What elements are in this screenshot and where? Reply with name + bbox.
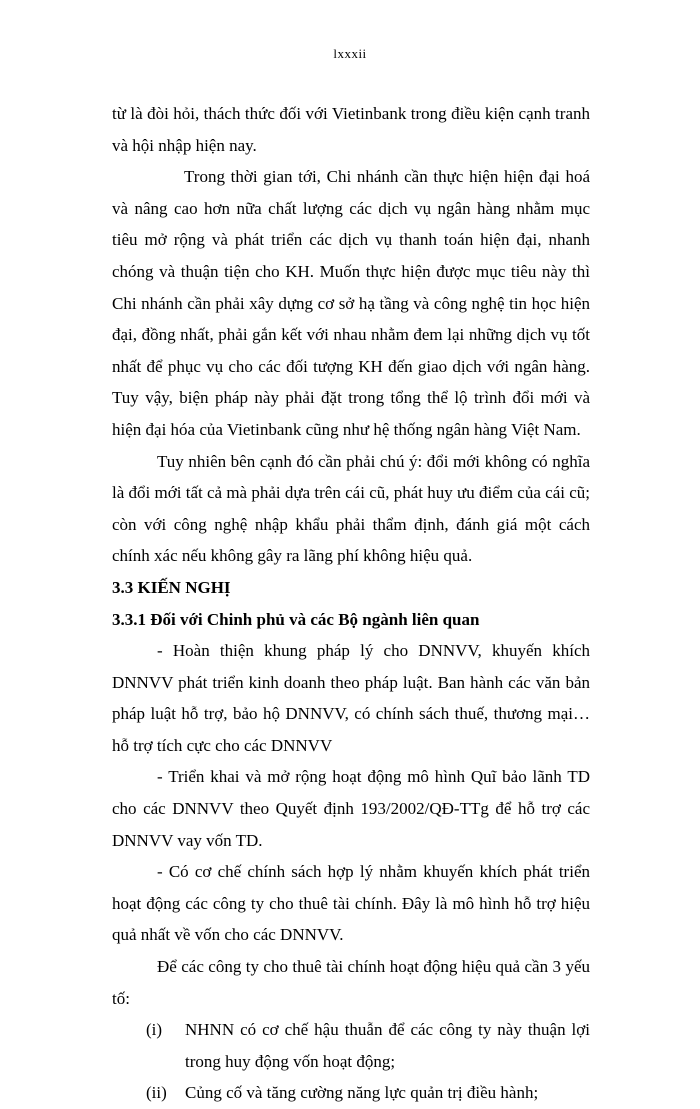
paragraph-innovation-note: Tuy nhiên bên cạnh đó cần phải chú ý: đổi mới không có nghĩa là đổi mới tất cả mà phải dựa trên cái cũ, phát huy ưu điểm của cái cũ; còn với công nghệ nhập khẩu phải thẩm định, đánh giá một cách chính xác nếu không gây ra lãng phí không hiệu quả.: [112, 451, 590, 566]
list-item-text: Củng cố và tăng cường năng lực quản trị điều hành;: [185, 1083, 539, 1103]
paragraph-three-factors: Để các công ty cho thuê tài chính hoạt động hiệu quả cần 3 yếu tố:: [112, 957, 590, 1008]
section-heading-3-3-1: 3.3.1 Đối với Chinh phủ và các Bộ ngành liên quan: [112, 609, 480, 629]
document-body: [0, 98, 700, 1109]
list-item-text: NHNN có cơ chế hậu thuẫn để các công ty này thuận lợi trong huy động vốn hoạt động;: [185, 1020, 590, 1071]
list-item-marker: (i): [146, 1020, 163, 1040]
page-number: lxxxii: [333, 46, 367, 61]
list-item: [112, 1077, 590, 1109]
list-item: [112, 1014, 590, 1077]
paragraph-modernization: Trong thời gian tới, Chi nhánh cần thực hiện hiện đại hoá và nâng cao hơn nữa chất lượng các dịch vụ ngân hàng nhằm mục tiêu mở rộng và phát triển các dịch vụ thanh toán hiện đại, nhanh chóng và thuận tiện cho KH. Muốn thực hiện được mục tiêu này thì Chi nhánh cần phải xây dựng cơ sở hạ tầng và công nghệ tin học hiện đại, đồng nhất, phải gắn kết với nhau nhằm đem lại những dịch vụ tốt nhất để phục vụ cho các đối tượng KH đến giao dịch với ngân hàng. Tuy vậy, biện pháp này phải đặt trong tổng thể lộ trình đổi mới và hiện đại hóa của Vietinbank cũng như hệ thống ngân hàng Việt Nam.: [112, 167, 590, 439]
dash-item-legal-framework: - Hoàn thiện khung pháp lý cho DNNVV, khuyến khích DNNVV phát triển kinh doanh theo pháp luật. Ban hành các văn bản pháp luật hỗ trợ, bảo hộ DNNVV, có chính sách thuế, thương mại… hỗ trợ tích cực cho các DNNVV: [112, 641, 590, 755]
dash-item-leasing-companies: - Có cơ chế chính sách hợp lý nhằm khuyến khích phát triển hoạt động các công ty cho thuê tài chính. Đây là mô hình hỗ trợ hiệu quả nhất về vốn cho các DNNVV.: [112, 862, 590, 945]
list-item-marker: (ii): [146, 1083, 167, 1103]
roman-numeral-list: [112, 1014, 590, 1109]
section-heading-3-3: 3.3 KIẾN NGHỊ: [112, 577, 231, 597]
dash-item-guarantee-fund: - Triển khai và mở rộng hoạt động mô hình Quĩ bảo lãnh TD cho các DNNVV theo Quyết định 193/2002/QĐ-TTg để hỗ trợ các DNNVV vay vốn TD.: [112, 767, 590, 850]
paragraph-intro-continuation: từ là đòi hỏi, thách thức đối với Vietinbank trong điều kiện cạnh tranh và hội nhập hiện nay.: [112, 104, 590, 155]
